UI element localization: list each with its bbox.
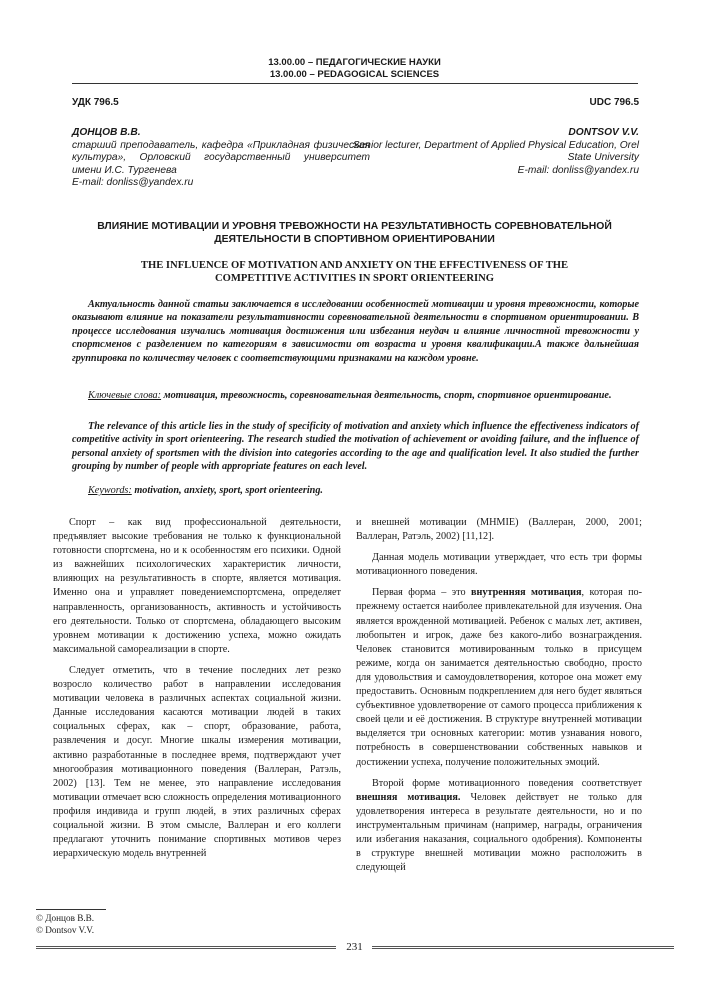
article-title-en: THE INFLUENCE OF MOTIVATION AND ANXIETY ON THE EFFECTIVENESS OF THE COMPETITIVE ACTIVITIES IN SPORT ORIENTEERING	[140, 260, 569, 285]
footnote-copyright-ru: © Донцов В.В.	[36, 913, 95, 923]
body-paragraph: Следует отметить, что в течение последних лет резко возросло количество работ в направлении исследования мотивации человека в различных аспектах социальной жизни. Данные исследования касаются мотивации людей в таких социальных сферах, как – спорт, образование, работа, развлечения и досуг. Многие шкалы измерения мотивации, активно разработанные в последнее время, подтверждают учет многообразия мотивационного поведения (Валлеран, Ратэль, 2002) [13]. Тем не менее, это направление исследования мотивации отмечает всю сложность определения мотивационного профиля индивида и групп людей, в этих различных сферах социальной жизни. В этом смысле, Валлеран и его коллеги предлагают уточнить понимание спортивных мотивов через иерархическую модель внутренней	[53, 664, 341, 860]
author-affiliation-en: Senior lecturer, Department of Applied Physical Education, Orel State University	[352, 139, 639, 164]
author-affiliation-ru: старший преподаватель, кафедра «Прикладная физическая культура», Орловский государственный университет имени И.С. Тургенева	[72, 139, 370, 176]
article-title-ru: ВЛИЯНИЕ МОТИВАЦИИ И УРОВНЯ ТРЕВОЖНОСТИ НА РЕЗУЛЬТАТИВНОСТЬ СОРЕВНОВАТЕЛЬНОЙ ДЕЯТЕЛЬНОСТИ В СПОРТИВНОМ ОРИЕНТИРОВАНИИ	[97, 221, 612, 246]
author-email-ru: E-mail: donliss@yandex.ru	[72, 177, 194, 189]
header-rule	[72, 83, 638, 84]
body-text: , которая по-прежнему остается наиболее привлекательной для изучения. Она является врожденной мотивацией. Ребенок с малых лет, активен, любопытен и игрок, даже без какого-либо вознаграждения. Человек становится мотивированным только в присущем режиме, когда он занимается деятельностью свободно, просто для удовольствия и самоудовлетворения, которое она может ему предоставить. Основным подкреплением для него будет являться субъективное удовлетворение от самого процесса приближения к своей цели и её достижения. В структуре внутренней мотивации выделяется три основных категории: мотив узнавания нового, потребность в совершенствовании собственных навыков и достижении успеха, получение положительных эмоций.	[356, 587, 643, 768]
keywords-value-ru: мотивация, тревожность, соревновательная деятельность, спорт, спортивное ориентирование.	[163, 390, 612, 401]
page-number: 231	[346, 941, 363, 953]
footnote-rule	[36, 909, 106, 910]
body-paragraph	[356, 777, 642, 876]
keywords-en	[72, 484, 639, 497]
body-column-left	[53, 516, 341, 861]
running-header-en: 13.00.00 – PEDAGOGICAL SCIENCES	[269, 69, 440, 80]
body-text: Второй форме мотивационного поведения соответствует	[372, 777, 642, 789]
author-block-en	[339, 127, 639, 177]
body-text: Человек действует не только для удовлетворения интереса в результате деятельности, но и по инструментальным причинам (например, награды, ограничения или избегания наказания, социального одобрения). Компоненты в структуре внешней мотивации можно расположить в следующей	[356, 791, 643, 874]
udc-ru: УДК 796.5	[72, 97, 119, 108]
author-block-ru	[72, 127, 372, 190]
udc-en: UDC 796.5	[589, 97, 639, 108]
keywords-label-en: Keywords:	[88, 485, 132, 496]
abstract-ru: Актуальность данной статьи заключается в исследовании особенностей мотивации и уровня тревожности, которые оказывают влияние на показатели результативности соревновательной деятельности в спортивном ориентировании. В процессе исследования изучались мотивация достижения или избегания неудач и влияние личностной тревожности у спортсменов с разделением по категориям в зависимости от возраста и уровня квалификации.А также дальнейшая группировка по количеству человек с соответствующими признаками на каждом уровне.	[72, 299, 639, 364]
body-paragraph: Спорт – как вид профессиональной деятельности, предъявляет высокие требования не только к функциональной готовности спортсмена, но и к особенностям его психики. Одной из важнейших психологических характеристик личности, влияющих на результативность в спорте, является мотивация. Именно она и управляет поведениемспортсмена, определяет направленность, организованность, активность и устойчивость его деятельности. Только от спортсмена, обладающего высоким уровнем мотивации к достижению успеха, можно ожидать максимальной самореализации в спорте.	[53, 517, 341, 655]
body-paragraph	[356, 586, 642, 769]
body-column-right	[356, 516, 642, 875]
body-text: Первая форма – это	[372, 587, 472, 599]
term-intrinsic-motivation: внутренняя мотивация	[471, 587, 582, 599]
term-extrinsic-motivation: внешняя мотивация.	[356, 791, 461, 803]
abstract-en: The relevance of this article lies in the study of specificity of motivation and anxiety which influence the effectiveness indicators of competitive activity in sport orienteering. The research studied the motivation of achievement or avoiding failure, and the influence of personal anxiety of sportsmen with the division into categories according to the age and qualification level. It also studied the further grouping by number of people with appropriate features on each level.	[72, 421, 639, 473]
keywords-label-ru: Ключевые слова:	[88, 390, 162, 401]
author-name-en: DONTSOV V.V.	[568, 127, 639, 138]
keywords-value-en: motivation, anxiety, sport, sport orienteering.	[134, 485, 323, 496]
footnote-copyright-en: © Dontsov V.V.	[36, 925, 95, 935]
author-name-ru: ДОНЦОВ В.В.	[72, 127, 141, 138]
running-header-ru: 13.00.00 – ПЕДАГОГИЧЕСКИЕ НАУКИ	[268, 57, 441, 68]
body-paragraph: и внешней мотивации (МНМIE) (Валлеран, 2000, 2001; Валлеран, Ратэль, 2002) [11,12].	[356, 517, 642, 543]
author-email-en: E-mail: donliss@yandex.ru	[517, 164, 639, 176]
keywords-ru	[72, 389, 639, 402]
body-paragraph: Данная модель мотивации утверждает, что есть три формы мотивационного поведения.	[356, 552, 642, 578]
